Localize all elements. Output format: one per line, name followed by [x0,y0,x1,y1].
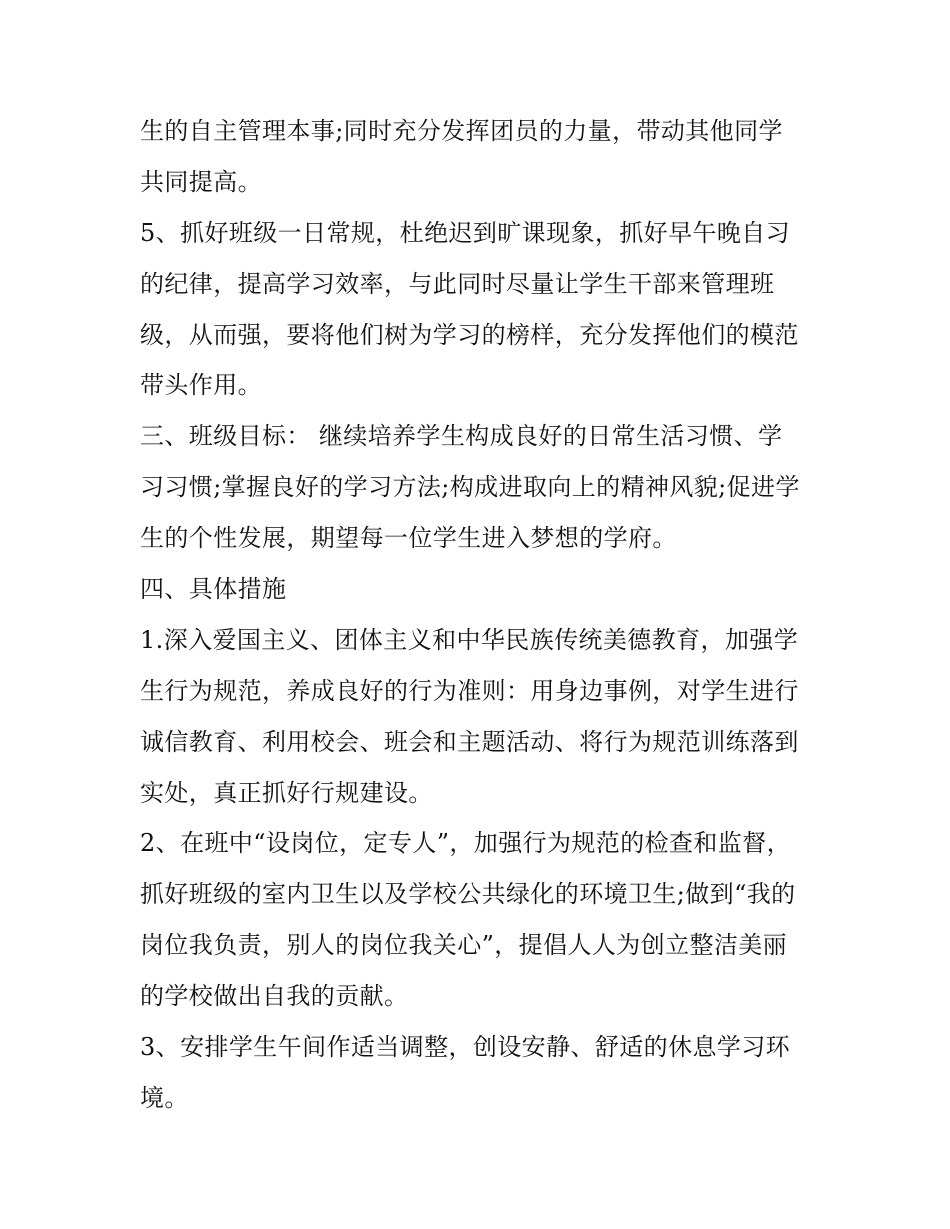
text-line: 诚信教育、利用校会、班会和主题活动、将行为规范训练落到 [140,727,799,756]
text-line: 生的自主管理本事;同时充分发挥团员的力量，带动其他同学 [140,117,783,145]
text-line: 共同提高。 [140,167,262,196]
text-line: 带头作用。 [140,371,262,400]
text-line: 境。 [140,1083,189,1112]
text-line: 的学校做出自我的贡献。 [140,982,409,1011]
text-line: 1.深入爱国主义、团体主义和中华民族传统美德教育，加强学 [140,625,799,654]
section-heading: 四、具体措施 [140,575,287,604]
text-line: 习习惯;掌握良好的学习方法;构成进取向上的精神风貌;促进学 [140,473,800,502]
text-line: 实处，真正抓好行规建设。 [140,778,433,807]
text-line: 岗位我负责，别人的岗位我关心”，提倡人人为创立整洁美丽 [140,931,788,960]
text-line: 级，从而强，要将他们树为学习的榜样，充分发挥他们的模范 [140,320,799,349]
document-body [140,106,820,1124]
text-line: 5、抓好班级一日常规，杜绝迟到旷课现象，抓好早午晚自习 [140,218,791,247]
text-line: 2、在班中“设岗位，定专人”，加强行为规范的检查和监督， [140,829,792,858]
text-line: 抓好班级的室内卫生以及学校公共绿化的环境卫生;做到“我的 [140,880,796,909]
text-line: 3、安排学生午间作适当调整，创设安静、舒适的休息学习环 [140,1033,791,1062]
text-line: 生的个性发展，期望每一位学生进入梦想的学府。 [140,524,677,553]
text-line: 三、班级目标： 继续培养学生构成良好的日常生活习惯、学 [140,422,783,451]
text-line: 生行为规范，养成良好的行为准则：用身边事例，对学生进行 [140,676,799,705]
text-line: 的纪律，提高学习效率，与此同时尽量让学生干部来管理班 [140,269,775,298]
